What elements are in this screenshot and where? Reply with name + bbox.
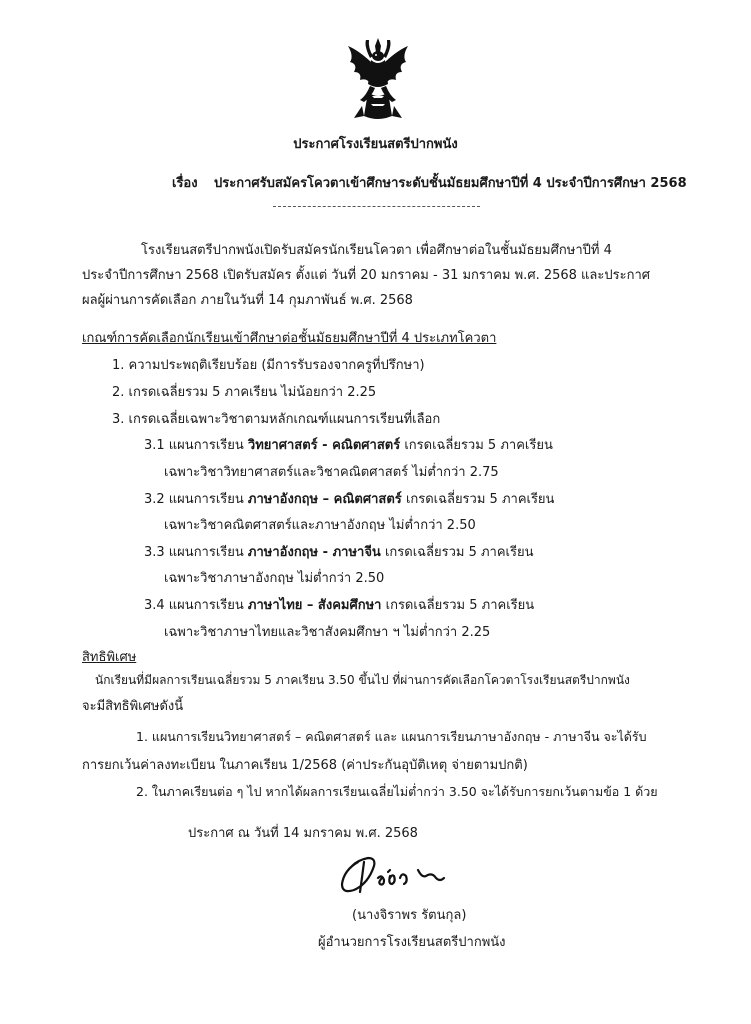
plan-2-name: ภาษาอังกฤษ – คณิตศาสตร์ xyxy=(247,492,402,507)
plan-3-line xyxy=(144,541,533,562)
privileges-heading: สิทธิพิเศษ xyxy=(82,650,137,665)
signer-title: ผู้อำนวยการโรงเรียนสตรีปากพนัง xyxy=(318,935,506,950)
privilege-item-1-line-1: 1. แผนการเรียนวิทยาศาสตร์ – คณิตศาสตร์ และ แผนการเรียนภาษาอังกฤษ - ภาษาจีน จะได้รับ xyxy=(136,729,647,744)
plan-3-prefix: 3.3 แผนการเรียน xyxy=(144,545,244,560)
plan-3-name: ภาษาอังกฤษ - ภาษาจีน xyxy=(247,545,381,560)
signer-name: (นางจิราพร รัตนกุล) xyxy=(352,908,467,923)
privilege-item-2: 2. ในภาคเรียนต่อ ๆ ไป หากได้ผลการเรียนเฉลี่ยไม่ต่ำกว่า 3.50 จะได้รับการยกเว้นตามข้อ 1 ด้วย xyxy=(136,784,658,799)
plan-3-suffix: เกรดเฉลี่ยรวม 5 ภาคเรียน xyxy=(384,545,534,560)
plan-1-name: วิทยาศาสตร์ - คณิตศาสตร์ xyxy=(247,438,401,453)
intro-line-3: ผลผู้ผ่านการคัดเลือก ภายในวันที่ 14 กุมภาพันธ์ พ.ศ. 2568 xyxy=(82,293,413,308)
title-divider xyxy=(273,206,480,207)
garuda-emblem-icon xyxy=(344,36,412,122)
plan-2-detail: เฉพาะวิชาคณิตศาสตร์และภาษาอังกฤษ ไม่ต่ำกว่า 2.50 xyxy=(164,518,476,533)
plan-1-detail: เฉพาะวิชาวิทยาศาสตร์และวิชาคณิตศาสตร์ ไม่ต่ำกว่า 2.75 xyxy=(164,465,499,480)
plan-2-suffix: เกรดเฉลี่ยรวม 5 ภาคเรียน xyxy=(405,492,555,507)
subject-line: ประกาศรับสมัครโควตาเข้าศึกษาระดับชั้นมัธยมศึกษาปีที่ 4 ประจำปีการศึกษา 2568 xyxy=(214,176,687,191)
plan-4-suffix: เกรดเฉลี่ยรวม 5 ภาคเรียน xyxy=(385,598,535,613)
plan-4-prefix: 3.4 แผนการเรียน xyxy=(144,598,244,613)
criteria-heading: เกณฑ์การคัดเลือกนักเรียนเข้าศึกษาต่อชั้นมัธยมศึกษาปีที่ 4 ประเภทโควตา xyxy=(82,331,497,346)
criteria-item-1: 1. ความประพฤติเรียบร้อย (มีการรับรองจากครูที่ปรึกษา) xyxy=(112,358,425,373)
privilege-item-1-line-2: การยกเว้นค่าลงทะเบียน ในภาคเรียน 1/2568 (ค่าประกันอุบัติเหตุ จ่ายตามปกติ) xyxy=(82,758,528,773)
plan-1-prefix: 3.1 แผนการเรียน xyxy=(144,438,244,453)
plan-4-name: ภาษาไทย – สังคมศึกษา xyxy=(247,598,382,613)
intro-line-1: โรงเรียนสตรีปากพนังเปิดรับสมัครนักเรียนโควตา เพื่อศึกษาต่อในชั้นมัธยมศึกษาปีที่ 4 xyxy=(141,243,612,258)
handwritten-signature xyxy=(338,848,448,898)
plan-4-line xyxy=(144,594,534,615)
plan-4-detail: เฉพาะวิชาภาษาไทยและวิชาสังคมศึกษา ฯ ไม่ต่ำกว่า 2.25 xyxy=(164,625,491,640)
plan-2-line xyxy=(144,488,554,509)
criteria-item-2: 2. เกรดเฉลี่ยรวม 5 ภาคเรียน ไม่น้อยกว่า 2.25 xyxy=(112,385,377,400)
intro-line-2: ประจำปีการศึกษา 2568 เปิดรับสมัคร ตั้งแต่ วันที่ 20 มกราคม - 31 มกราคม พ.ศ. 2568 และประกาศ xyxy=(82,268,651,283)
subject-prefix: เรื่อง xyxy=(172,176,198,191)
plan-1-suffix: เกรดเฉลี่ยรวม 5 ภาคเรียน xyxy=(404,438,553,453)
plan-1-line xyxy=(144,434,553,455)
announcement-date: ประกาศ ณ วันที่ 14 มกราคม พ.ศ. 2568 xyxy=(188,826,418,841)
plan-2-prefix: 3.2 แผนการเรียน xyxy=(144,492,244,507)
criteria-item-3: 3. เกรดเฉลี่ยเฉพาะวิชาตามหลักเกณฑ์แผนการเรียนที่เลือก xyxy=(112,412,441,427)
privileges-intro-line-1: นักเรียนที่มีผลการเรียนเฉลี่ยรวม 5 ภาคเรียน 3.50 ขึ้นไป ที่ผ่านการคัดเลือกโควตาโรงเรียนสตรีปากพนัง xyxy=(95,673,630,687)
plan-3-detail: เฉพาะวิชาภาษาอังกฤษ ไม่ต่ำกว่า 2.50 xyxy=(164,571,385,586)
document-title: ประกาศโรงเรียนสตรีปากพนัง xyxy=(293,137,458,152)
privileges-intro-line-2: จะมีสิทธิพิเศษดังนี้ xyxy=(82,699,184,714)
